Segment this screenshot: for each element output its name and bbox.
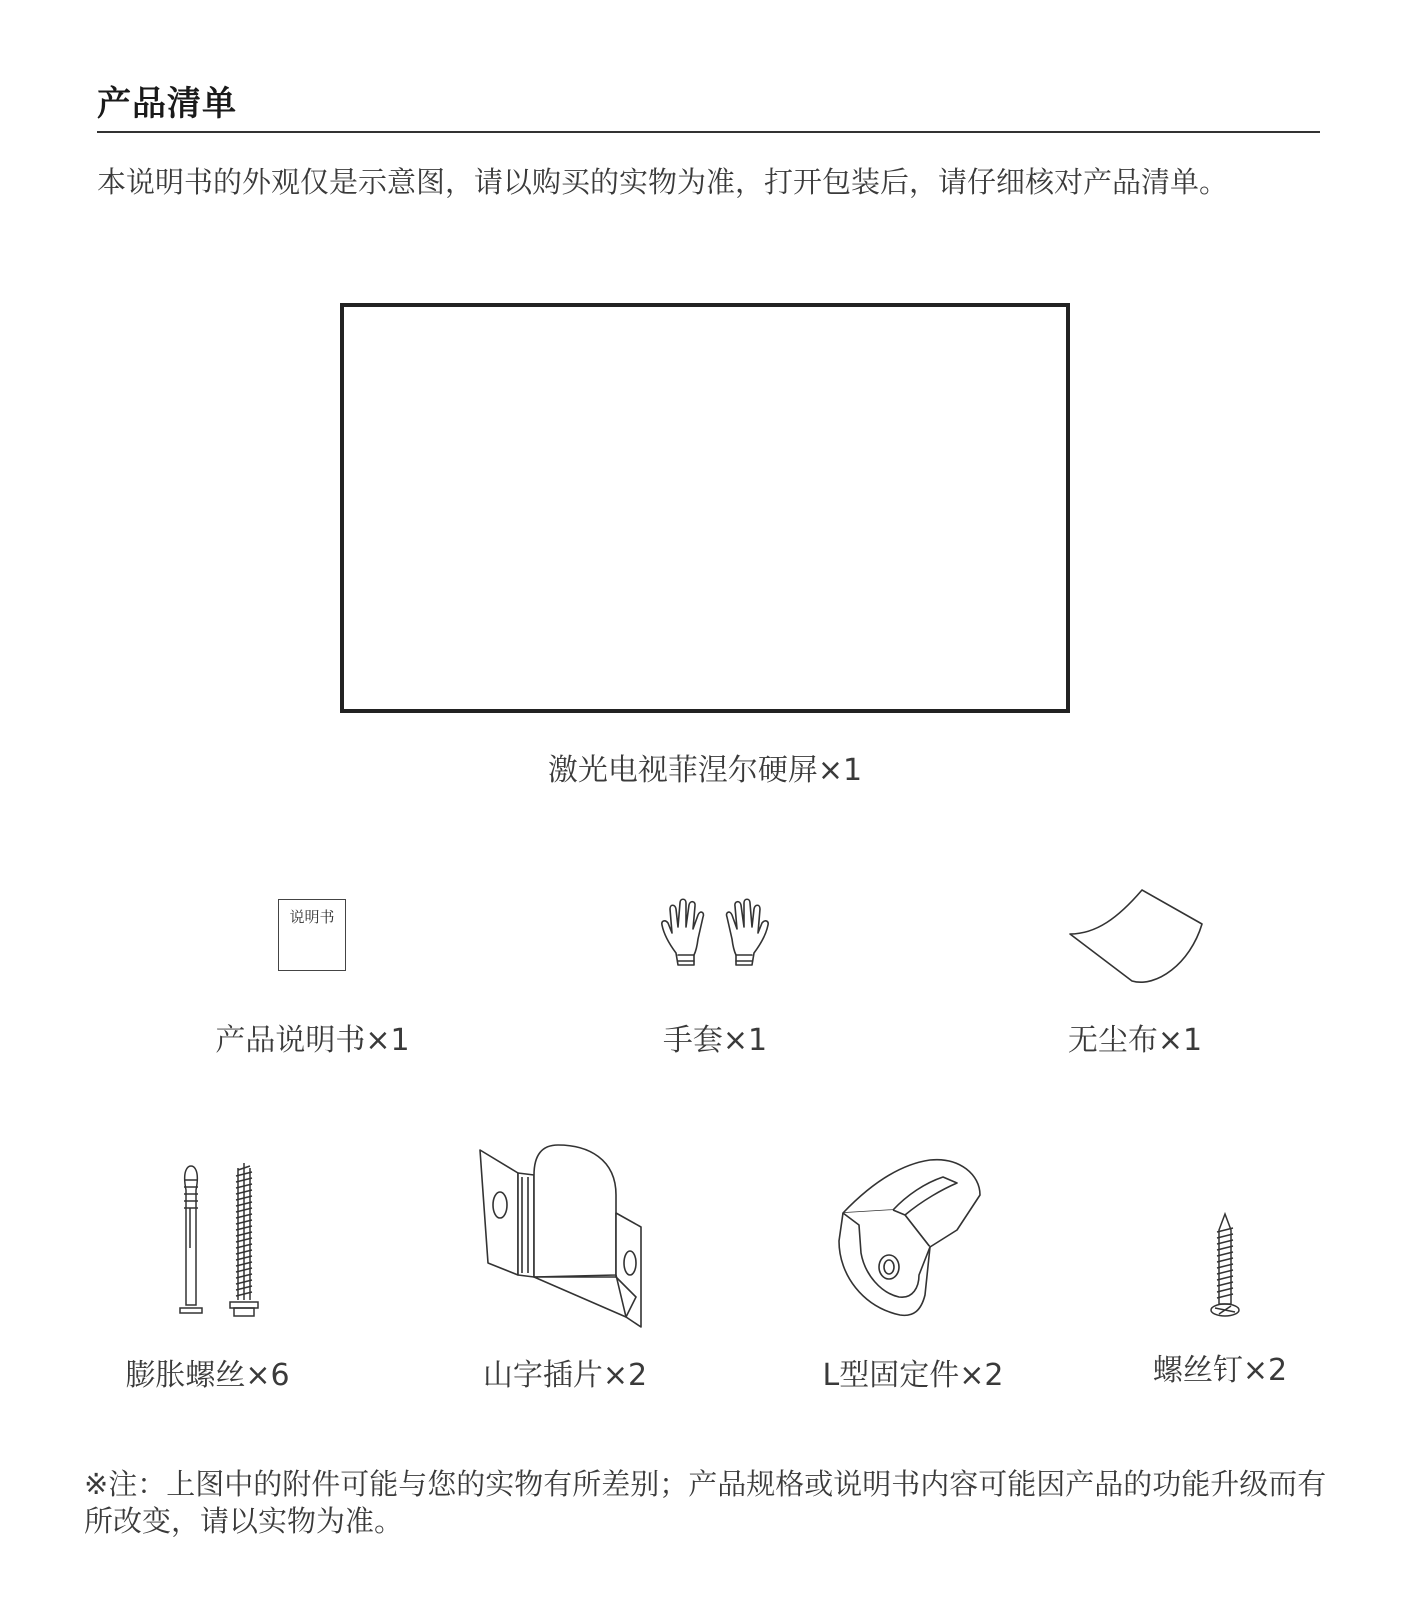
expansion-screw-icon — [178, 1160, 268, 1320]
intro-text: 本说明书的外观仅是示意图，请以购买的实物为准，打开包装后，请仔细核对产品清单。 — [97, 165, 1229, 199]
manual-box-label: 说明书 — [289, 908, 335, 926]
manual-caption: 产品说明书×1 — [215, 1023, 410, 1058]
screw-icon — [1205, 1212, 1245, 1322]
section-title: 产品清单 — [97, 84, 237, 124]
title-divider — [97, 131, 1320, 133]
mountain-bracket-caption: 山字插片×2 — [482, 1358, 648, 1393]
gloves-icon — [660, 895, 770, 975]
gloves-caption: 手套×1 — [662, 1023, 768, 1058]
laser-tv-screen-illustration — [340, 303, 1070, 713]
footnote: ※注：上图中的附件可能与您的实物有所差别；产品规格或说明书内容可能因产品的功能升级而有所改变，请以实物为准。 — [84, 1467, 1327, 1538]
manual-icon — [278, 899, 346, 971]
cloth-icon — [1068, 890, 1203, 985]
screw-caption: 螺丝钉×2 — [1152, 1353, 1288, 1388]
cloth-caption: 无尘布×1 — [1067, 1023, 1203, 1058]
l-bracket-icon — [835, 1155, 985, 1325]
expansion-screw-caption: 膨胀螺丝×6 — [125, 1358, 290, 1393]
mountain-bracket-icon — [478, 1145, 653, 1335]
l-bracket-caption: L型固定件×2 — [822, 1358, 1004, 1393]
screen-caption: 激光电视菲涅尔硬屏×1 — [547, 753, 863, 788]
